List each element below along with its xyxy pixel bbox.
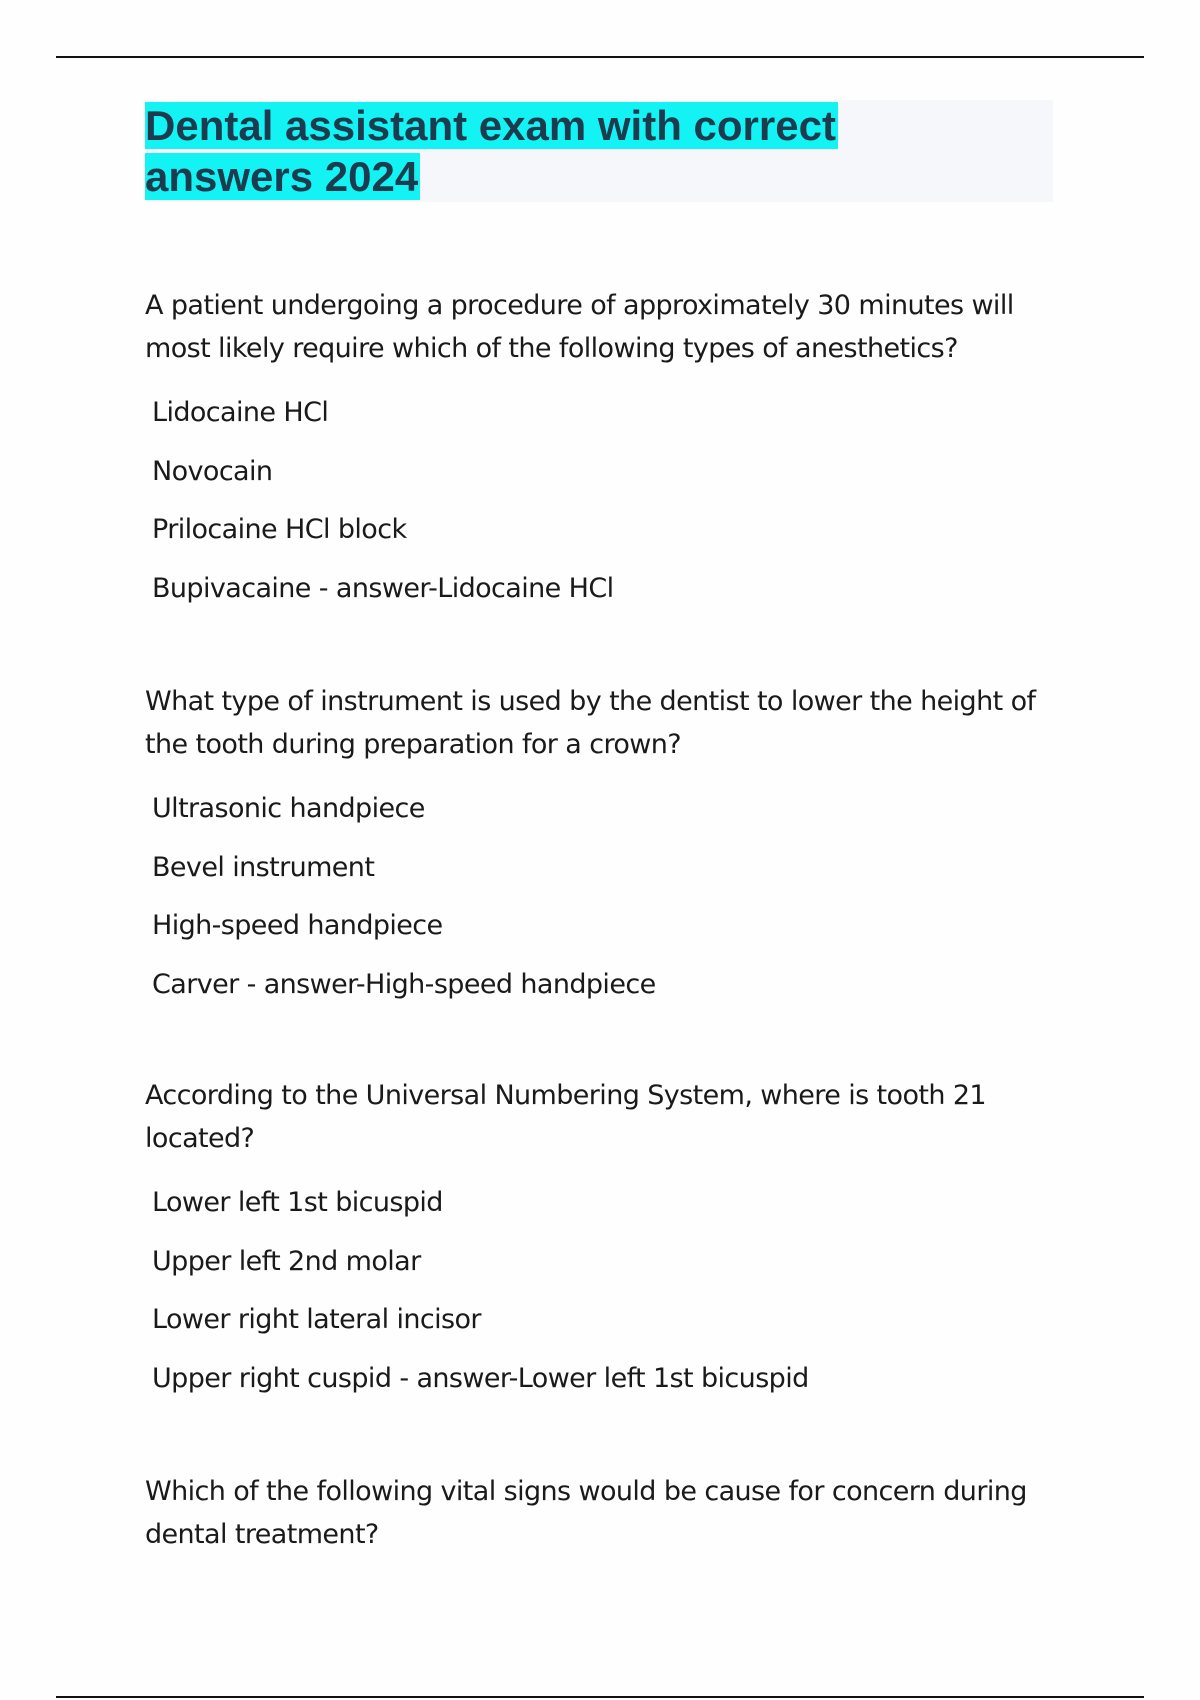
question-1 xyxy=(145,284,1065,618)
answer-option: Ultrasonic handpiece xyxy=(152,793,425,824)
document-title xyxy=(145,100,905,202)
question-text xyxy=(145,284,1065,370)
question-text xyxy=(145,680,1065,766)
question-text xyxy=(145,1074,1065,1160)
answer-option: Upper left 2nd molar xyxy=(152,1245,421,1277)
answer-options xyxy=(145,384,1065,618)
bottom-rule xyxy=(56,1696,1144,1698)
title-line-2: answers 2024 xyxy=(145,153,419,200)
answer-option: Prilocaine HCl block xyxy=(152,514,407,545)
question-text-line-2: the tooth during preparation for a crown? xyxy=(145,729,682,760)
answer-options xyxy=(145,1174,1065,1408)
answer-option-with-answer: Upper right cuspid - answer-Lower left 1st bicuspid xyxy=(152,1362,809,1394)
top-rule xyxy=(56,56,1144,58)
title-line-1: Dental assistant exam with correct xyxy=(145,102,836,149)
question-text-line-2: most likely require which of the following types of anesthetics? xyxy=(145,333,958,364)
question-text-line-2: located? xyxy=(145,1123,255,1154)
answer-option: Novocain xyxy=(152,455,273,487)
question-text-line-1: Which of the following vital signs would be cause for concern during xyxy=(145,1476,1027,1507)
answer-option: Lower right lateral incisor xyxy=(152,1304,481,1335)
question-text-line-1: A patient undergoing a procedure of approximately 30 minutes will xyxy=(145,290,1014,321)
answer-option: Lidocaine HCl xyxy=(152,397,329,428)
question-text-line-1: What type of instrument is used by the dentist to lower the height of xyxy=(145,686,1036,717)
answer-option: Lower left 1st bicuspid xyxy=(152,1187,443,1218)
question-text-line-2: dental treatment? xyxy=(145,1519,379,1550)
answer-options xyxy=(145,780,1065,1014)
question-text-line-1: According to the Universal Numbering System, where is tooth 21 xyxy=(145,1080,987,1111)
question-3 xyxy=(145,1074,1065,1408)
question-4 xyxy=(145,1470,1065,1556)
question-text xyxy=(145,1470,1065,1556)
answer-option-with-answer: Bupivacaine - answer-Lidocaine HCl xyxy=(152,572,614,604)
answer-option: Bevel instrument xyxy=(152,851,375,883)
question-2 xyxy=(145,680,1065,1014)
answer-option: High-speed handpiece xyxy=(152,910,443,941)
answer-option-with-answer: Carver - answer-High-speed handpiece xyxy=(152,968,656,1000)
